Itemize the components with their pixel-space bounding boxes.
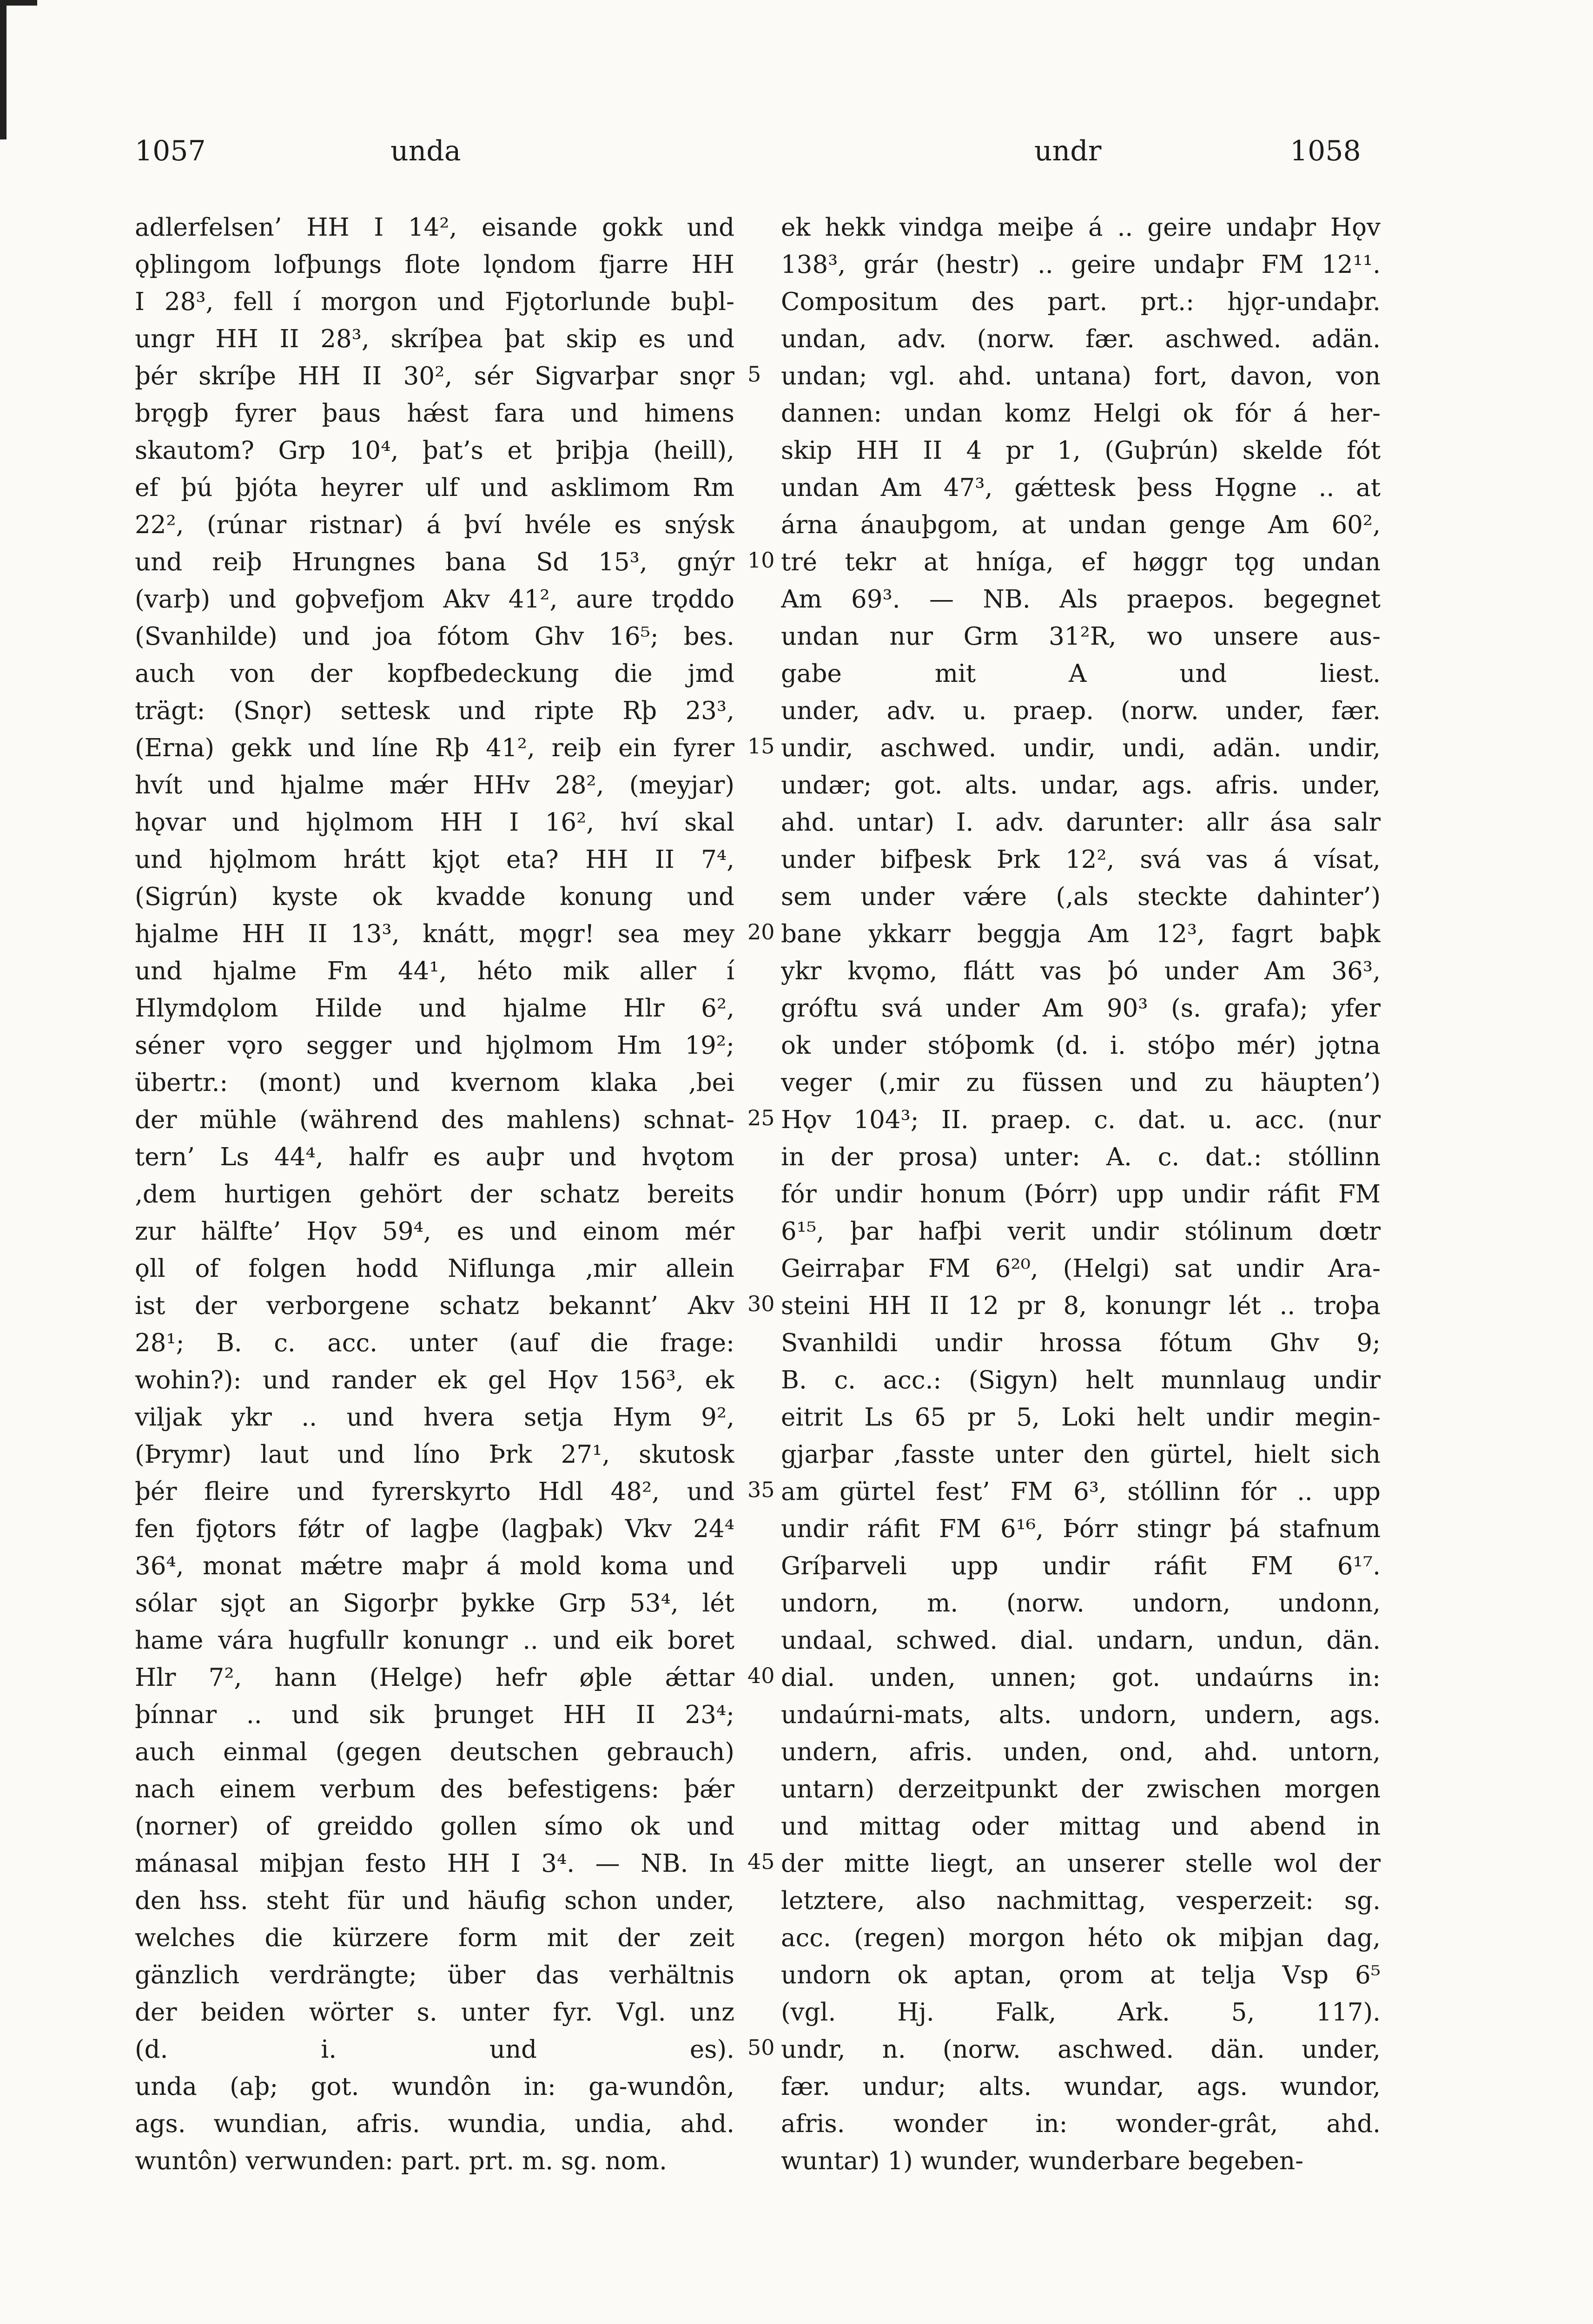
text-line: 6¹⁵, þar hafþi verit undir stólinum dœtr — [781, 1217, 1381, 1246]
text-line: séner vǫro segger und hjǫlmom Hm 19²; — [135, 1031, 734, 1060]
line-number: 35 — [747, 1477, 775, 1502]
text-line: ags. wundian, afris. wundia, undia, ahd. — [135, 2110, 734, 2138]
text-line: Am 69³. — NB. Als praepos. begegnet — [781, 585, 1381, 614]
text-line: tern’ Ls 44⁴, halfr es auþr und hvǫtom — [135, 1143, 734, 1171]
text-line: Svanhildi undir hrossa fótum Ghv 9; — [781, 1329, 1381, 1357]
text-line: (Erna) gekk und líne Rþ 41², reiþ ein fyrer — [135, 734, 734, 762]
text-line: übertr.: (mont) und kvernom klaka ‚bei — [135, 1069, 734, 1097]
line-number: 10 — [747, 548, 775, 573]
text-line: ek hekk vindga meiþe á .. geire undaþr Hǫv — [781, 213, 1381, 242]
text-line: hame vára hugfullr konungr .. und eik boret — [135, 1626, 734, 1655]
text-line: (vgl. Hj. Falk, Ark. 5, 117). — [781, 1998, 1381, 2027]
line-number: 40 — [747, 1663, 775, 1688]
text-line: under, adv. u. praep. (norw. under, fær. — [781, 697, 1381, 725]
text-line: ‚dem hurtigen gehört der schatz bereits — [135, 1180, 734, 1208]
text-line: welches die kürzere form mit der zeit — [135, 1924, 734, 1952]
text-line: Hlymdǫlom Hilde und hjalme Hlr 6², — [135, 994, 734, 1023]
text-line: undir, aschwed. undir, undi, adän. undir, — [781, 734, 1381, 762]
text-line: sem under vǽre (‚als steckte dahinter’) — [781, 883, 1381, 911]
left-column — [135, 209, 734, 2180]
text-line: ist der verborgene schatz bekannt’ Akv — [135, 1292, 734, 1320]
text-line: trägt: (Snǫr) settesk und ripte Rþ 23³, — [135, 697, 734, 725]
text-line: undr, n. (norw. aschwed. dän. under, — [781, 2035, 1381, 2064]
text-line: (Svanhilde) und joa fótom Ghv 16⁵; bes. — [135, 622, 734, 651]
page-number-left: 1057 — [135, 135, 206, 167]
text-line: wohin?): und rander ek gel Hǫv 156³, ek — [135, 1366, 734, 1394]
text-line: zur hälfte’ Hǫv 59⁴, es und einom mér — [135, 1217, 734, 1246]
text-line: den hss. steht für und häufig schon under, — [135, 1887, 734, 1915]
header-word-right: undr — [1034, 135, 1102, 167]
text-line: I 28³, fell í morgon und Fjǫtorlunde buþl- — [135, 288, 734, 316]
text-line: fen fjǫtors fǿtr of lagþe (lagþak) Vkv 24⁴ — [135, 1515, 734, 1543]
text-line: 36⁴, monat mǽtre maþr á mold koma und — [135, 1552, 734, 1580]
text-line: eitrit Ls 65 pr 5, Loki helt undir megin- — [781, 1403, 1381, 1432]
line-number: 5 — [747, 362, 761, 387]
text-line: am gürtel fest’ FM 6³, stóllinn fór .. upp — [781, 1478, 1381, 1506]
text-line: dannen: undan komz Helgi ok fór á her- — [781, 399, 1381, 428]
text-line: árna ánauþgom, at undan genge Am 60², — [781, 511, 1381, 539]
text-line: in der prosa) unter: A. c. dat.: stóllinn — [781, 1143, 1381, 1171]
text-line: 138³, grár (hestr) .. geire undaþr FM 12¹¹. — [781, 251, 1381, 279]
text-line: undan; vgl. ahd. untana) fort, davon, von — [781, 362, 1381, 390]
text-line: steini HH II 12 pr 8, konungr lét .. troþa — [781, 1292, 1381, 1320]
text-line: under bifþesk Þrk 12², svá vas á vísat, — [781, 845, 1381, 874]
scan-corner-mark — [0, 0, 7, 139]
text-line: Compositum des part. prt.: hjǫr-undaþr. — [781, 288, 1381, 316]
text-line: undorn, m. (norw. undorn, undonn, — [781, 1589, 1381, 1618]
text-line: adlerfelsen’ HH I 14², eisande gokk und — [135, 213, 734, 242]
text-line: acc. (regen) morgon héto ok miþjan dag, — [781, 1924, 1381, 1952]
line-number: 45 — [747, 1849, 775, 1874]
text-line: (varþ) und goþvefjom Akv 41², aure trǫddo — [135, 585, 734, 614]
text-line: skip HH II 4 pr 1, (Guþrún) skelde fót — [781, 436, 1381, 465]
text-line: und hjǫlmom hrátt kjǫt eta? HH II 7⁴, — [135, 845, 734, 874]
text-line: und reiþ Hrungnes bana Sd 15³, gnýr — [135, 548, 734, 576]
text-line: undern, afris. unden, ond, ahd. untorn, — [781, 1738, 1381, 1766]
text-line: 22², (rúnar ristnar) á því hvéle es snýsk — [135, 511, 734, 539]
text-line: (Sigrún) kyste ok kvadde konung und — [135, 883, 734, 911]
text-line: gänzlich verdrängte; über das verhältnis — [135, 1961, 734, 1989]
text-line: ahd. untar) I. adv. darunter: allr ása salr — [781, 808, 1381, 837]
line-number: 30 — [747, 1291, 775, 1316]
text-line: wuntôn) verwunden: part. prt. m. sg. nom. — [135, 2147, 667, 2175]
text-line: wuntar) 1) wunder, wunderbare begeben- — [781, 2147, 1304, 2175]
text-line: letztere, also nachmittag, vesperzeit: sg. — [781, 1887, 1381, 1915]
text-line: viljak ykr .. und hvera setja Hym 9², — [135, 1403, 734, 1432]
text-line: Geirraþar FM 6²⁰, (Helgi) sat undir Ara- — [781, 1254, 1381, 1283]
text-line: auch einmal (gegen deutschen gebrauch) — [135, 1738, 734, 1766]
line-number: 15 — [747, 733, 775, 759]
text-line: hvít und hjalme mǽr HHv 28², (meyjar) — [135, 771, 734, 799]
text-line: der mitte liegt, an unserer stelle wol der — [781, 1849, 1381, 1878]
text-line: tré tekr at hníga, ef høggr tǫg undan — [781, 548, 1381, 576]
page-number-right: 1058 — [1290, 135, 1361, 167]
text-line: undan Am 47³, gǽttesk þess Hǫgne .. at — [781, 474, 1381, 502]
text-line: untarn) derzeitpunkt der zwischen morgen — [781, 1775, 1381, 1803]
text-line: der mühle (während des mahlens) schnat- — [135, 1106, 734, 1134]
text-line: Gríþarveli upp undir ráfit FM 6¹⁷. — [781, 1552, 1381, 1580]
text-line: veger (‚mir zu füssen und zu häupten’) — [781, 1069, 1381, 1097]
text-line: Hǫv 104³; II. praep. c. dat. u. acc. (nur — [781, 1106, 1381, 1134]
text-line: auch von der kopfbedeckung die jmd — [135, 660, 734, 688]
text-line: þér skríþe HH II 30², sér Sigvarþar snǫr — [135, 362, 734, 390]
text-line: ok under stóþomk (d. i. stóþo mér) jǫtna — [781, 1031, 1381, 1060]
header-word-left: unda — [390, 135, 461, 167]
text-line: hǫvar und hjǫlmom HH I 16², hví skal — [135, 808, 734, 837]
text-line: ǫll of folgen hodd Niflunga ‚mir allein — [135, 1254, 734, 1283]
right-column — [781, 209, 1381, 2180]
text-line: sólar sjǫt an Sigorþr þykke Grp 53⁴, lét — [135, 1589, 734, 1618]
text-line: und hjalme Fm 44¹, héto mik aller í — [135, 957, 734, 985]
text-line: undan nur Grm 31²R, wo unsere aus- — [781, 622, 1381, 651]
text-line: unda (aþ; got. wundôn in: ga-wundôn, — [135, 2073, 734, 2101]
text-line: brǫgþ fyrer þaus hǽst fara und himens — [135, 399, 734, 428]
text-line: gjarþar ‚fasste unter den gürtel, hielt sich — [781, 1440, 1381, 1469]
text-line: fór undir honum (Þórr) upp undir ráfit FM — [781, 1180, 1381, 1208]
text-line: ykr kvǫmo, flátt vas þó under Am 36³, — [781, 957, 1381, 985]
text-line: undaúrni-mats, alts. undorn, undern, ags. — [781, 1701, 1381, 1729]
text-line: afris. wonder in: wonder-grât, ahd. — [781, 2110, 1381, 2138]
text-line: fær. undur; alts. wundar, ags. wundor, — [781, 2073, 1381, 2101]
text-line: der beiden wörter s. unter fyr. Vgl. unz — [135, 1998, 734, 2027]
text-line: ef þú þjóta heyrer ulf und asklimom Rm — [135, 474, 734, 502]
text-line: undan, adv. (norw. fær. aschwed. adän. — [781, 325, 1381, 353]
text-line: skautom? Grp 10⁴, þat’s et þriþja (heill), — [135, 436, 734, 465]
text-line: (d. i. und es). — [135, 2035, 734, 2064]
text-line: dial. unden, unnen; got. undaúrns in: — [781, 1664, 1381, 1692]
line-number: 50 — [747, 2035, 775, 2060]
text-line: undaal, schwed. dial. undarn, undun, dän. — [781, 1626, 1381, 1655]
text-line: gabe mit A und liest. — [781, 660, 1381, 688]
text-line: ǫþlingom lofþungs flote lǫndom fjarre HH — [135, 251, 734, 279]
text-line: ungr HH II 28³, skríþea þat skip es und — [135, 325, 734, 353]
line-number: 25 — [747, 1105, 775, 1130]
text-line: bane ykkarr beggja Am 12³, fagrt baþk — [781, 920, 1381, 948]
text-line: undorn ok aptan, ǫrom at telja Vsp 6⁵ — [781, 1961, 1381, 1989]
text-line: B. c. acc.: (Sigyn) helt munnlaug undir — [781, 1366, 1381, 1394]
text-line: gróftu svá under Am 90³ (s. grafa); yfer — [781, 994, 1381, 1023]
text-line: undir ráfit FM 6¹⁶, Þórr stingr þá stafnum — [781, 1515, 1381, 1543]
text-line: undær; got. alts. undar, ags. afris. under, — [781, 771, 1381, 799]
text-line: und mittag oder mittag und abend in — [781, 1812, 1381, 1841]
text-line: (norner) of greiddo gollen símo ok und — [135, 1812, 734, 1841]
line-number: 20 — [747, 919, 775, 944]
text-line: hjalme HH II 13³, knátt, mǫgr! sea mey — [135, 920, 734, 948]
text-line: (Þrymr) laut und líno Þrk 27¹, skutosk — [135, 1440, 734, 1469]
text-line: þér fleire und fyrerskyrto Hdl 48², und — [135, 1478, 734, 1506]
text-line: þínnar .. und sik þrunget HH II 23⁴; — [135, 1701, 734, 1729]
text-line: 28¹; B. c. acc. unter (auf die frage: — [135, 1329, 734, 1357]
text-line: nach einem verbum des befestigens: þǽr — [135, 1775, 734, 1803]
text-line: Hlr 7², hann (Helge) hefr øþle ǽttar — [135, 1664, 734, 1692]
text-line: mánasal miþjan festo HH I 3⁴. — NB. In — [135, 1849, 734, 1878]
scan-corner-mark-top — [0, 0, 37, 6]
